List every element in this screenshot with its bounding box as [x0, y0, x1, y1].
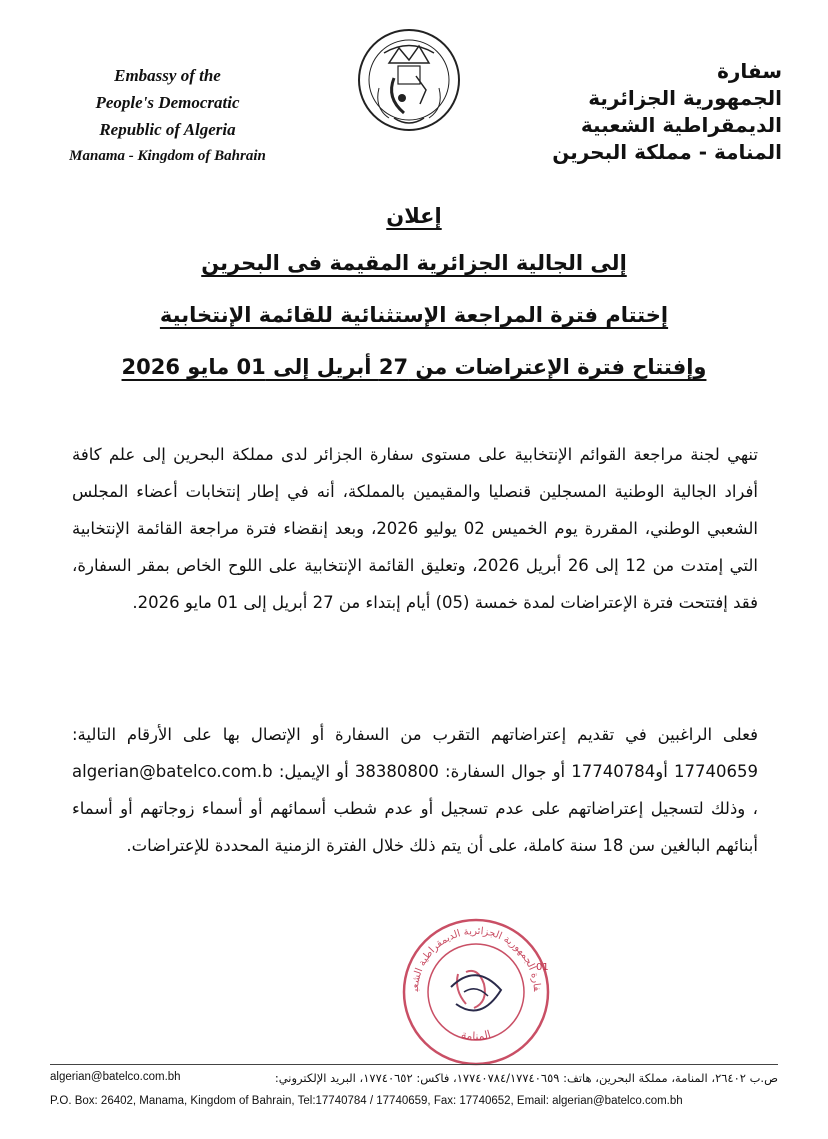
paragraph-2-part-b: ، وذلك لتسجيل إعتراضاتهم على عدم تسجيل أو عدم شطب أسمائهم أو أسماء زوجاتهم أو أسماء أبنائهم البالغين سن 18 سنة كاملة، على أن يتم ذلك خلال الفترة الزمنية المحددة للإعتراضات.: [72, 799, 758, 855]
header-en-line-4: Manama - Kingdom of Bahrain: [69, 148, 266, 164]
announcement-titles: [60, 195, 768, 393]
stamp-text-bottom: المنامة: [459, 1027, 493, 1043]
embassy-stamp-icon: [396, 912, 556, 1072]
footer-english-address: P.O. Box: 26402, Manama, Kingdom of Bahrain, Tel:17740784 / 17740659, Fax: 17740652, Email: algerian@batelco.com.bh: [50, 1095, 683, 1107]
header-arabic: [542, 58, 782, 166]
header-en-line-1: Embassy of the: [114, 66, 221, 85]
svg-text:سفارة الجمهورية الجزائرية الدي: [396, 912, 542, 993]
footer-arabic-email[interactable]: algerian@batelco.com.bh: [50, 1071, 181, 1083]
header-ar-line-1: سفارة: [717, 59, 782, 83]
title-opening: وإفتتاح فترة الإعتراضات من 27 أبريل إلى 01 مايو 2026: [121, 355, 707, 379]
stamp-number: 01: [536, 962, 549, 973]
header-english: [40, 62, 295, 170]
paragraph-2-part-a: فعلى الراغبين في تقديم إعتراضاتهم التقرب من السفارة أو الإتصال بها على الأرقام التالية: 17740659 أو17740784 أو جوال السفارة: 38380800 أو الإيميل:: [72, 725, 758, 781]
stamp-text-top: فارة الجمهورية الجزائرية الديمقراطية الشعب: [409, 925, 543, 992]
title-closing: إختتام فترة المراجعة الإستثنائية للقائمة الإنتخابية: [159, 303, 669, 327]
algeria-emblem-icon: [354, 18, 464, 143]
header-ar-line-3: الديمقراطية الشعبية: [580, 113, 782, 137]
paragraph-1: تنهي لجنة مراجعة القوائم الإنتخابية على مستوى سفارة الجزائر لدى مملكة البحرين إلى علم كافة أفراد الجالية الوطنية المسجلين قنصليا والمقيمين بالمملكة، أنه في إطار إنتخابات أعضاء المجلس الشعبي الوطني، المقررة يوم الخميس 02 يوليو 2026، وبعد إنقضاء فترة مراجعة القائمة الإنتخابية التي إمتدت من 12 إلى 26 أبريل 2026، وتعليق القائمة الإنتخابية على اللوح الخاص بمقر السفارة، فقد إفتتحت فترة الإعتراضات لمدة خمسة (05) أيام إبتداء من 27 أبريل إلى 01 مايو 2026.: [72, 445, 759, 612]
header-en-line-2: People's Democratic: [95, 93, 240, 112]
svg-text:المنامة: [460, 1028, 492, 1043]
header-en-line-3: Republic of Algeria: [99, 120, 236, 139]
contact-email-link[interactable]: algerian@batelco.com.b: [72, 762, 273, 781]
footer-arabic-address: ص.ب ٢٦٤٠٢، المنامة، مملكة البحرين، هاتف: ١٧٧٤٠٧٨٤/١٧٧٤٠٦٥٩، فاكس: ١٧٧٤٠٦٥٢، البريد الإلكتروني:: [274, 1071, 778, 1085]
paragraph-2: [72, 716, 758, 864]
header-ar-line-4: المنامة - مملكة البحرين: [552, 140, 782, 164]
footer-divider: [50, 1064, 778, 1065]
title-audience: إلى الجالية الجزائرية المقيمة فى البحرين: [201, 251, 627, 275]
title-announcement: إعلان: [386, 204, 442, 228]
header-ar-line-2: الجمهورية الجزائرية: [588, 86, 782, 110]
